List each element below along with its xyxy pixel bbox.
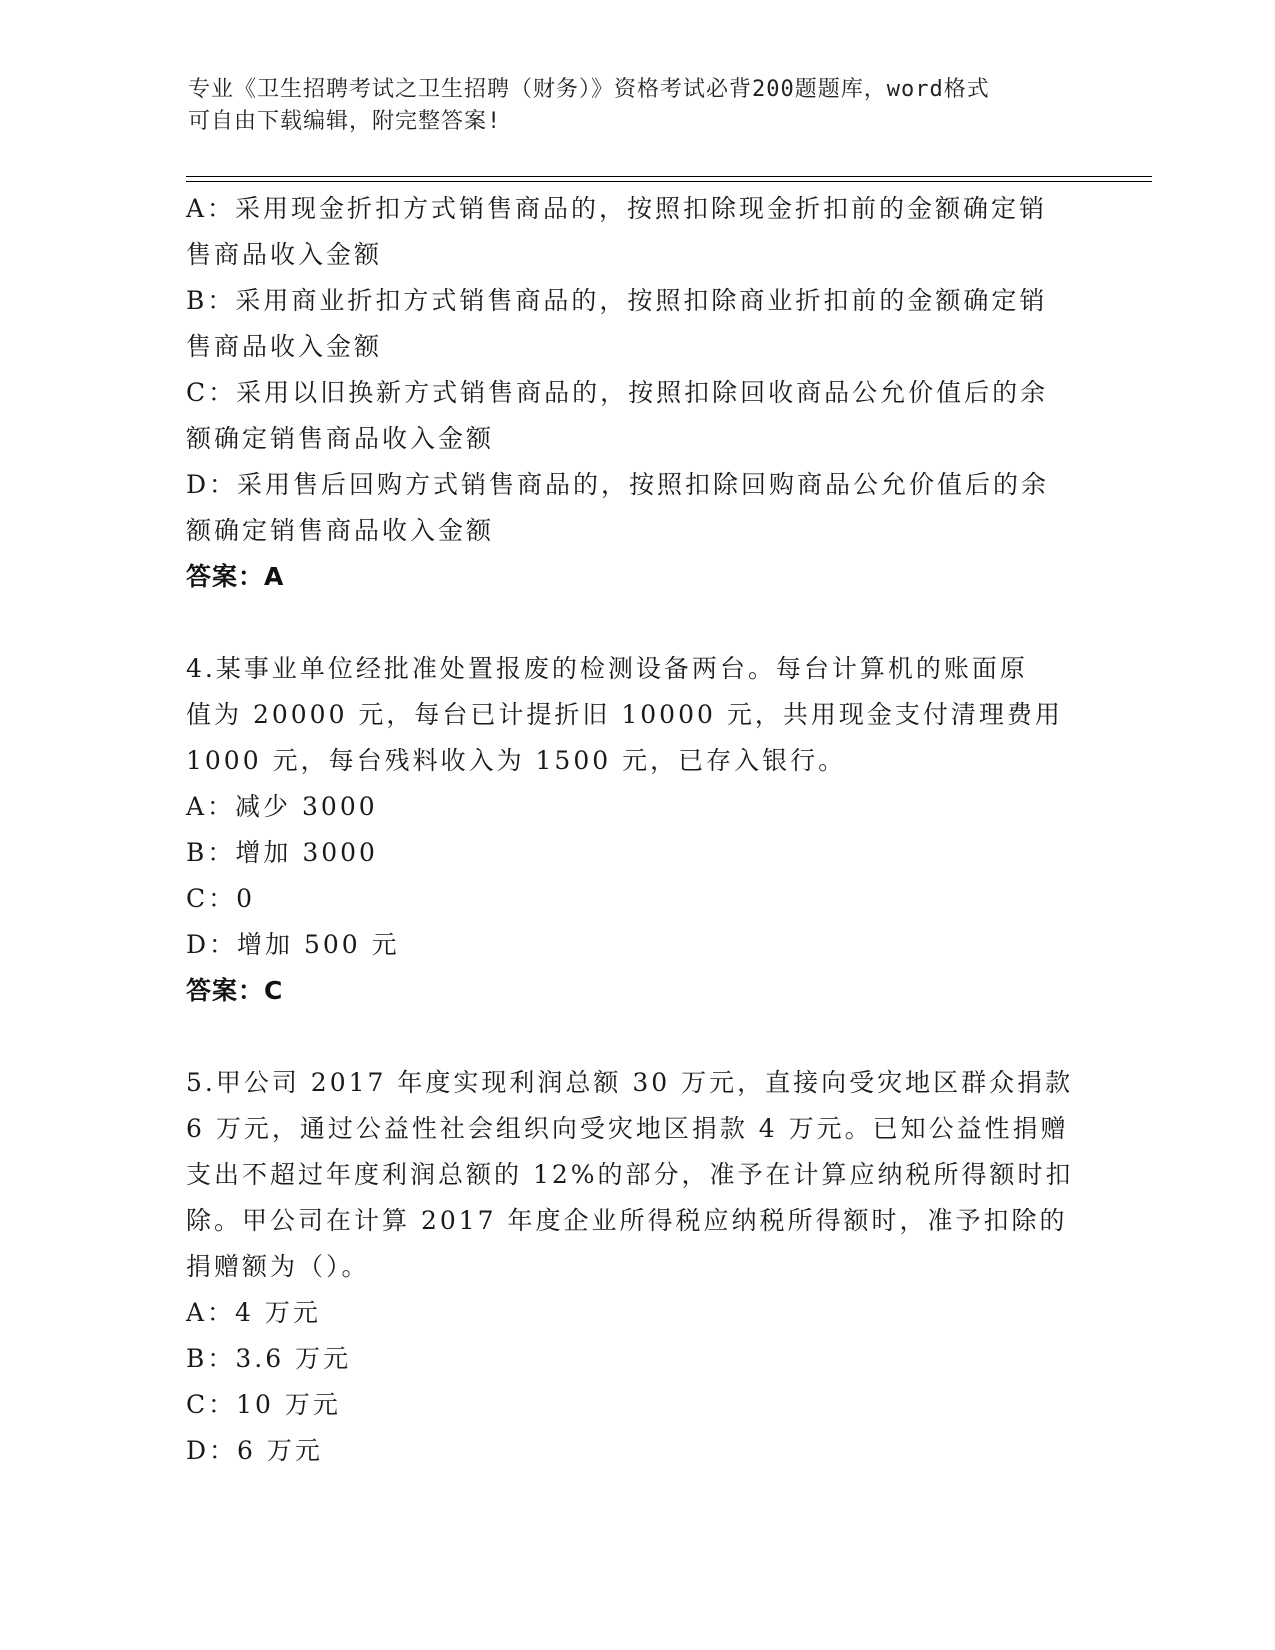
question-3-answer: 答案：A xyxy=(186,562,285,591)
question-content xyxy=(186,186,1086,1474)
question-5 xyxy=(186,1060,1086,1474)
question-5-option-b: B：3.6 万元 xyxy=(186,1344,352,1373)
question-5-stem-line-1: 5.甲公司 2017 年度实现利润总额 30 万元，直接向受灾地区群众捐款 xyxy=(186,1068,1074,1097)
option-d-line-2: 额确定销售商品收入金额 xyxy=(186,516,495,545)
question-5-option-d: D：6 万元 xyxy=(186,1436,323,1465)
spacer xyxy=(186,600,1086,646)
question-4-answer: 答案：C xyxy=(186,976,284,1005)
header-line-2: 可自由下载编辑，附完整答案! xyxy=(188,109,502,134)
question-5-stem-line-3: 支出不超过年度利润总额的 12%的部分，准予在计算应纳税所得额时扣 xyxy=(186,1160,1074,1189)
spacer xyxy=(186,1014,1086,1060)
document-header xyxy=(188,74,1088,138)
question-4-option-a: A：减少 3000 xyxy=(186,792,378,821)
header-line-1: 专业《卫生招聘考试之卫生招聘（财务）》资格考试必背200题题库，word格式 xyxy=(188,77,990,102)
option-d-line-1: D：采用售后回购方式销售商品的，按照扣除回购商品公允价值后的余 xyxy=(186,470,1050,499)
question-5-option-a: A：4 万元 xyxy=(186,1298,321,1327)
question-5-stem-line-4: 除。甲公司在计算 2017 年度企业所得税应纳税所得额时，准予扣除的 xyxy=(186,1206,1068,1235)
question-4-option-b: B：增加 3000 xyxy=(186,838,378,867)
question-4 xyxy=(186,646,1086,968)
question-4-option-c: C：0 xyxy=(186,884,256,913)
option-a-line-1: A：采用现金折扣方式销售商品的，按照扣除现金折扣前的金额确定销 xyxy=(186,194,1048,223)
option-c-line-1: C：采用以旧换新方式销售商品的，按照扣除回收商品公允价值后的余 xyxy=(186,378,1049,407)
question-4-stem-line-2: 值为 20000 元，每台已计提折旧 10000 元，共用现金支付清理费用 xyxy=(186,700,1063,729)
option-b-line-2: 售商品收入金额 xyxy=(186,332,383,361)
question-4-stem-line-1: 4.某事业单位经批准处置报废的检测设备两台。每台计算机的账面原 xyxy=(186,654,1028,683)
question-5-stem-line-5: 捐赠额为（）。 xyxy=(186,1252,370,1281)
question-5-stem-line-2: 6 万元，通过公益性社会组织向受灾地区捐款 4 万元。已知公益性捐赠 xyxy=(186,1114,1069,1143)
question-5-option-c: C：10 万元 xyxy=(186,1390,341,1419)
question-4-option-d: D：增加 500 元 xyxy=(186,930,400,959)
header-divider xyxy=(186,176,1152,182)
option-c-line-2: 额确定销售商品收入金额 xyxy=(186,424,495,453)
option-b-line-1: B：采用商业折扣方式销售商品的，按照扣除商业折扣前的金额确定销 xyxy=(186,286,1048,315)
option-a-line-2: 售商品收入金额 xyxy=(186,240,383,269)
question-4-stem-line-3: 1000 元，每台残料收入为 1500 元，已存入银行。 xyxy=(186,746,847,775)
question-3-options xyxy=(186,186,1086,554)
